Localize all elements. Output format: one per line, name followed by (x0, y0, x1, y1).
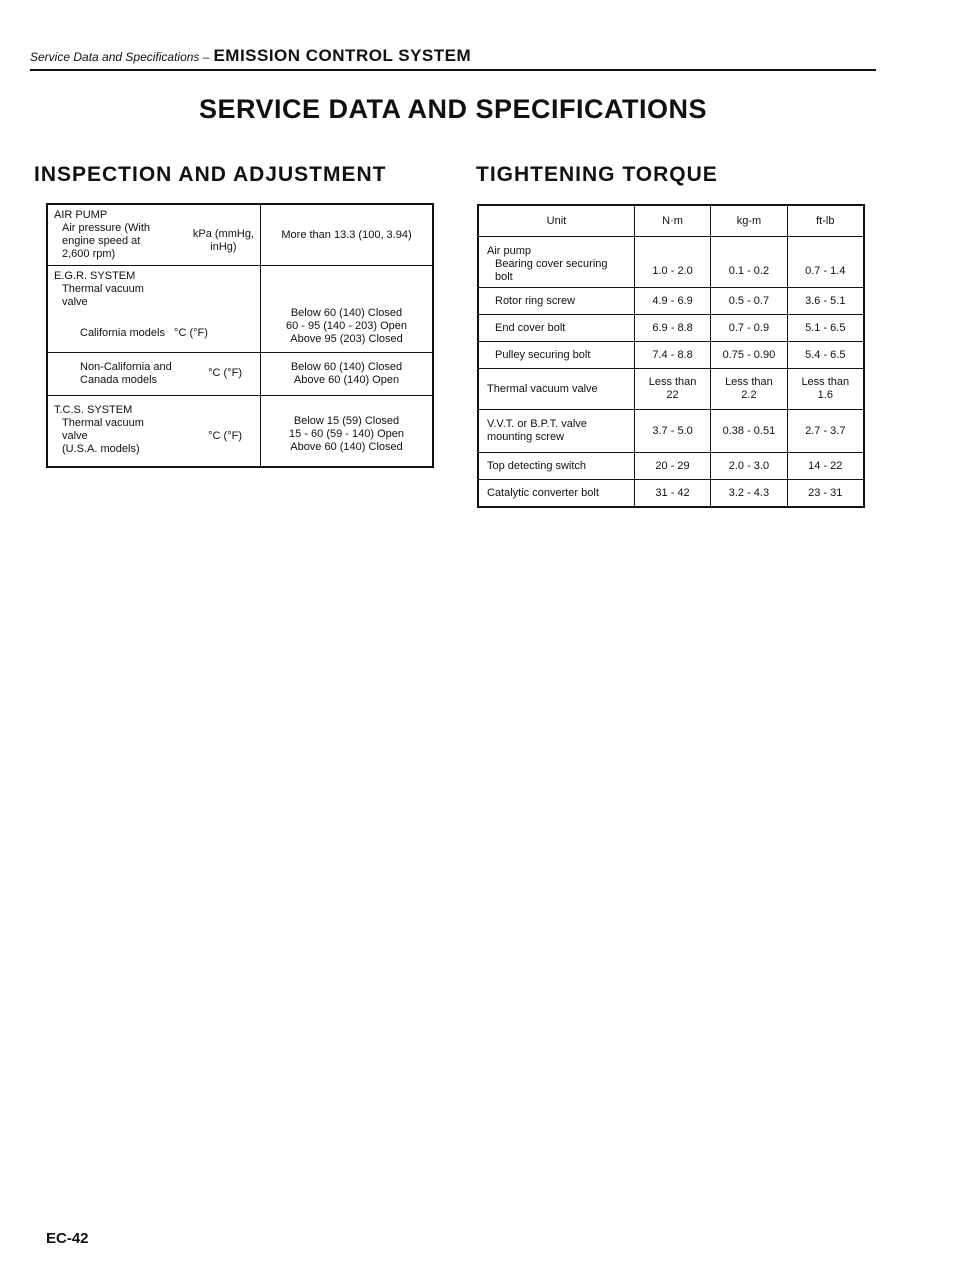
noncal-label-cell (47, 353, 261, 396)
row-ftlb: 2.7 - 3.7 (787, 410, 864, 453)
inspection-table (46, 203, 434, 468)
table-row (478, 237, 864, 288)
row-item: End cover bolt (478, 315, 634, 342)
col-nm: N·m (634, 205, 710, 237)
tcs-row (47, 396, 433, 468)
row-kgm: 0.5 - 0.7 (711, 288, 787, 315)
table-row (478, 410, 864, 453)
row-ftlb: 5.4 - 6.5 (787, 342, 864, 369)
row-ftlb: 14 - 22 (787, 453, 864, 480)
row-kgm: 2.0 - 3.0 (711, 453, 787, 480)
row-item: Pulley securing bolt (478, 342, 634, 369)
table-row (478, 369, 864, 410)
air-pump-label-cell (47, 204, 261, 266)
california-values: Below 60 (140) Closed 60 - 95 (140 - 203) Open Above 95 (203) Closed (261, 266, 434, 353)
air-pump-value: More than 13.3 (100, 3.94) (261, 204, 434, 266)
air-pump-row (47, 204, 433, 266)
row-ftlb: 3.6 - 5.1 (787, 288, 864, 315)
row-kgm: 3.2 - 4.3 (711, 480, 787, 508)
row-nm: 7.4 - 8.8 (634, 342, 710, 369)
row-ftlb: 0.7 - 1.4 (787, 237, 864, 288)
row-item: Air pump Bearing cover securing bolt (478, 237, 634, 288)
row-nm: 20 - 29 (634, 453, 710, 480)
tcs-label-cell (47, 396, 261, 468)
row-ftlb: 5.1 - 6.5 (787, 315, 864, 342)
noncal-unit: °C (°F) (208, 367, 242, 379)
row-item: V.V.T. or B.P.T. valve mounting screw (478, 410, 634, 453)
table-row (478, 288, 864, 315)
row-kgm: 0.1 - 0.2 (711, 237, 787, 288)
row-item: Catalytic converter bolt (478, 480, 634, 508)
table-row (478, 480, 864, 508)
air-pump-heading: AIR PUMP (54, 209, 108, 221)
noncal-values: Below 60 (140) Closed Above 60 (140) Open (261, 353, 434, 396)
row-kgm: 0.38 - 0.51 (711, 410, 787, 453)
egr-item: Thermal vacuum valve (62, 283, 144, 308)
row-kgm: Less than 2.2 (711, 369, 787, 410)
air-pump-item: Air pressure (With engine speed at 2,600 rpm) (62, 222, 151, 260)
row-nm: 31 - 42 (634, 480, 710, 508)
row-ftlb: 23 - 31 (787, 480, 864, 508)
torque-table (477, 204, 865, 508)
col-unit: Unit (478, 205, 634, 237)
row-kgm: 0.75 - 0.90 (711, 342, 787, 369)
egr-heading: E.G.R. SYSTEM (54, 270, 136, 282)
header-section: EMISSION CONTROL SYSTEM (213, 46, 472, 65)
tcs-item: Thermal vacuum valve (U.S.A. models) (62, 417, 144, 455)
torque-header-row (478, 205, 864, 237)
egr-label-cell (47, 266, 261, 353)
col-kgm: kg-m (711, 205, 787, 237)
tcs-heading: T.C.S. SYSTEM (54, 404, 133, 416)
row-nm: 1.0 - 2.0 (634, 237, 710, 288)
tcs-values: Below 15 (59) Closed 15 - 60 (59 - 140) Open Above 60 (140) Closed (261, 396, 434, 468)
row-nm: 6.9 - 8.8 (634, 315, 710, 342)
row-item: Rotor ring screw (478, 288, 634, 315)
page-number: EC-42 (46, 1230, 89, 1247)
table-row (478, 453, 864, 480)
egr-california-row (47, 266, 433, 353)
california-unit: °C (°F) (174, 327, 208, 339)
row-nm: 4.9 - 6.9 (634, 288, 710, 315)
row-item: Top detecting switch (478, 453, 634, 480)
header-subtitle: Service Data and Specifications – (30, 50, 210, 64)
row-ftlb: Less than 1.6 (787, 369, 864, 410)
table-row (478, 342, 864, 369)
california-label: California models (80, 327, 165, 339)
row-kgm: 0.7 - 0.9 (711, 315, 787, 342)
running-header (30, 46, 876, 71)
egr-noncal-row (47, 353, 433, 396)
table-row (478, 315, 864, 342)
torque-title: TIGHTENING TORQUE (476, 163, 718, 186)
col-ftlb: ft-lb (787, 205, 864, 237)
tcs-unit: °C (°F) (208, 430, 242, 442)
inspection-title: INSPECTION AND ADJUSTMENT (34, 163, 387, 186)
air-pump-group-label: Air pump (487, 245, 532, 257)
noncal-label: Non-California and Canada models (80, 361, 172, 386)
row-nm: Less than 22 (634, 369, 710, 410)
row-item: Thermal vacuum valve (478, 369, 634, 410)
page-title: SERVICE DATA AND SPECIFICATIONS (198, 94, 708, 124)
row-nm: 3.7 - 5.0 (634, 410, 710, 453)
air-pump-unit: kPa (mmHg, inHg) (192, 228, 254, 253)
